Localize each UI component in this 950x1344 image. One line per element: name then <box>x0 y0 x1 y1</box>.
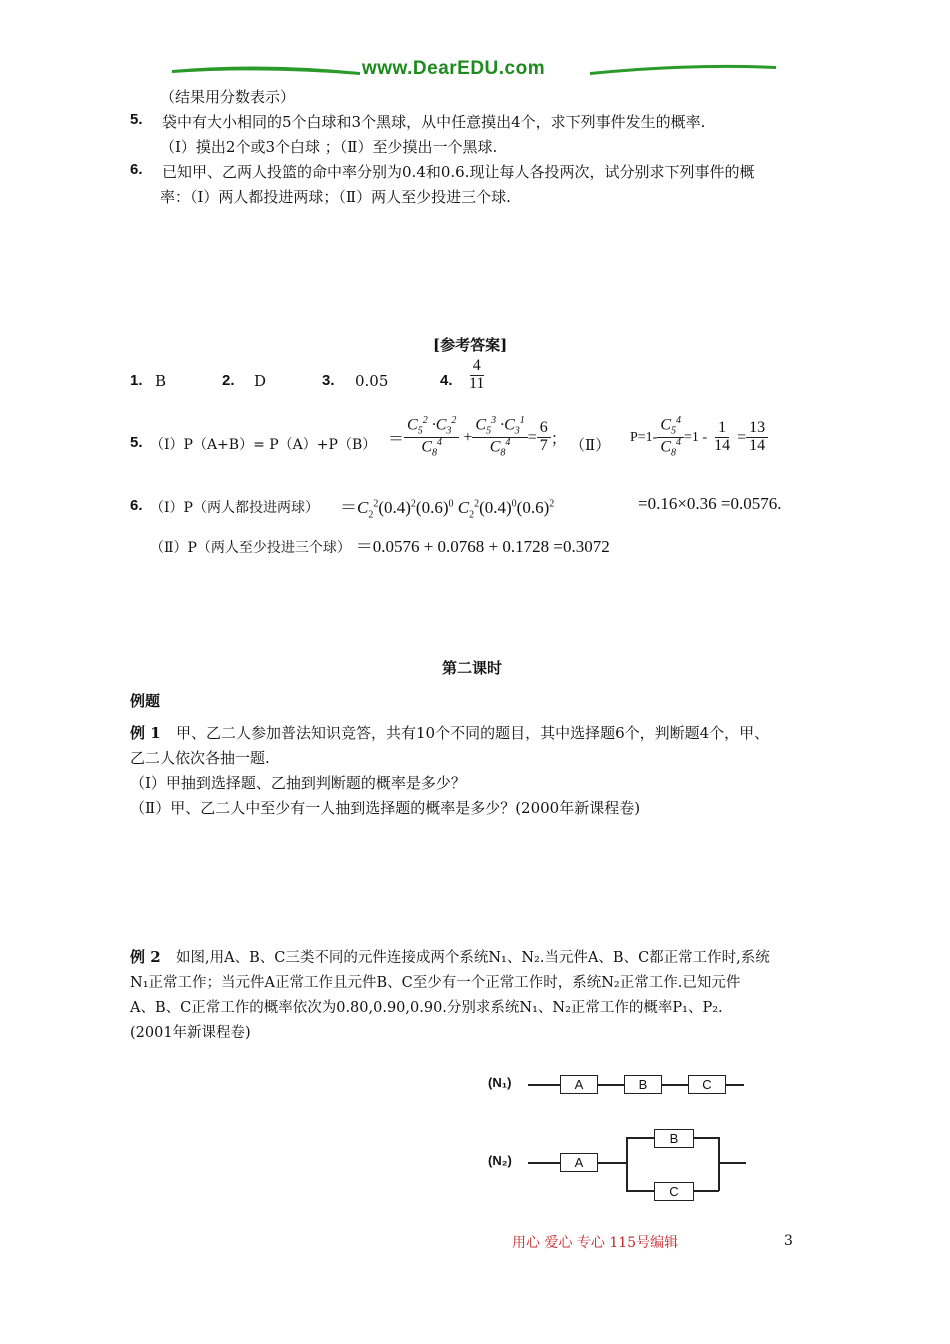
n1-box-a: A <box>560 1075 598 1094</box>
n2-wire-out <box>718 1162 746 1164</box>
q5-number: 5. <box>130 111 143 128</box>
answer-4-numerator: 4 <box>470 358 484 376</box>
q5-text: 袋中有大小相同的5个白球和3个黑球，从中任意摸出4个，求下列事件发生的概率. <box>162 113 706 131</box>
logo-text: www.DearEDU.com <box>362 58 546 79</box>
answer-6-part2 <box>150 532 610 557</box>
n2-left-rail <box>626 1137 628 1191</box>
answer-3: 0.05 <box>355 372 389 390</box>
n2-right-rail <box>718 1137 720 1191</box>
answer-6-lead: （Ⅰ）P（两人都投进两球） <box>150 500 319 516</box>
example-2-line2: N₁正常工作；当元件A正常工作且元件B、C至少有一个正常工作时，系统N₂正常工作.已知元件 <box>130 975 741 991</box>
example-1-question-2: （Ⅱ）甲、乙二人中至少有一人抽到选择题的概率是多少？(2000年新课程卷) <box>130 799 641 817</box>
answer-6-row <box>130 492 850 522</box>
answer-3-number: 3. <box>322 372 335 389</box>
answer-2-number: 2. <box>222 372 235 389</box>
example-2-line4: (2001年新课程卷) <box>130 1025 251 1041</box>
combination-fraction-3: $\frac{C_5^4}{C_8^4}$ <box>657 416 684 459</box>
q6-number: 6. <box>130 161 143 178</box>
combination-fraction-1: $\frac{C_5^2 \cdot C_3^2}{C_8^4}$ <box>404 416 459 459</box>
answer-6-part2-expr: ＝0.0576 + 0.0768 + 0.1728 =0.3072 <box>355 537 610 556</box>
answer-1-number: 1. <box>130 372 143 389</box>
answer-4-denominator: 11 <box>469 374 485 392</box>
example-2-line1: 如图,用A、B、C三类不同的元件连接成两个系统N₁、N₂.当元件A、B、C都正常工作时,系统 <box>176 950 770 966</box>
circuit-diagram <box>480 1065 760 1215</box>
footer-slogan: 用心 爱心 专心 115号编辑 <box>512 1235 679 1251</box>
lesson-title: 第二课时 <box>442 659 503 677</box>
answer-5-row <box>130 414 830 474</box>
answer-5-result-1: $\frac{6}{7}$ <box>537 420 551 455</box>
answer-6-number: 6. <box>130 497 143 514</box>
example-2-line3: A、B、C正常工作的概率依次为0.80,0.90,0.90.分别求系统N₁、N₂正常工作的概率P₁、P₂. <box>130 1000 723 1016</box>
answer-6-result: =0.16×0.36 =0.0576. <box>638 494 782 513</box>
example-2-label: 例 2 <box>130 948 161 966</box>
answer-6-formula: $=C_2^2(0.4)^2(0.6)^0$ $C_2^2(0.4)^0(0.6)^2$ <box>340 498 555 521</box>
example-1-label: 例 1 <box>130 724 161 742</box>
example-1-line1: 甲、乙二人参加普法知识竞答，共有10个不同的题目，其中选择题6个，判断题4个，甲、 <box>176 724 770 742</box>
n2-box-b: B <box>654 1129 694 1148</box>
answer-4-number: 4. <box>440 372 453 389</box>
n1-box-c: C <box>688 1075 726 1094</box>
answer-2: D <box>254 372 267 390</box>
q5-subquestions: （Ⅰ）摸出2个或3个白球 ；（Ⅱ）至少摸出一个黑球. <box>160 138 498 156</box>
example-1-question-1: （Ⅰ）甲抽到选择题、乙抽到判断题的概率是多少？ <box>130 774 466 792</box>
answer-5-one-fourteenth: $\frac{1}{14}$ <box>714 419 731 455</box>
n1-label: (N₁) <box>488 1075 512 1090</box>
n2-label: (N₂) <box>488 1153 512 1168</box>
answers-title: [参考答案] <box>433 336 508 354</box>
n2-box-a: A <box>560 1153 598 1172</box>
answer-5-formula: ＝ $\frac{C_5^2 \cdot C_3^2}{C_8^4}$ + $\frac{C_5^3 \cdot C_3^1}{C_8^4}$ = $\frac{6}{7}$ ； <box>388 415 567 459</box>
answer-5-part2: （Ⅱ） <box>570 436 611 454</box>
header-logo <box>170 56 780 86</box>
section-heading: 例题 <box>130 692 161 710</box>
answer-1: B <box>155 372 167 390</box>
answer-5-formula-2: P=1- $\frac{C_5^4}{C_8^4}$ =1 - $\frac{1}{14}$ = $\frac{13}{14}$ <box>630 416 768 459</box>
answer-5-number: 5. <box>130 434 143 451</box>
answer-6-part2-lead: （Ⅱ）P（两人至少投进三个球） <box>150 540 351 556</box>
n1-box-b: B <box>624 1075 662 1094</box>
combination-fraction-2: $\frac{C_5^3 \cdot C_3^1}{C_8^4}$ <box>472 416 527 459</box>
result-note: （结果用分数表示） <box>160 88 296 106</box>
answer-4-fraction <box>466 358 487 393</box>
q6-line1: 已知甲、乙两人投篮的命中率分别为0.4和0.6.现让每人各投两次，试分别求下列事件的概 <box>162 163 755 181</box>
answer-5-lead: （Ⅰ）P（A+B）= P（A）+P（B） <box>150 437 377 453</box>
answer-5-result-2: $\frac{13}{14}$ <box>746 420 768 455</box>
page-number: 3 <box>784 1233 793 1249</box>
example-1-line2: 乙二人依次各抽一题. <box>130 749 270 767</box>
q6-line2: 率：（Ⅰ）两人都投进两球；（Ⅱ）两人至少投进三个球. <box>160 188 511 206</box>
n2-box-c: C <box>654 1182 694 1201</box>
